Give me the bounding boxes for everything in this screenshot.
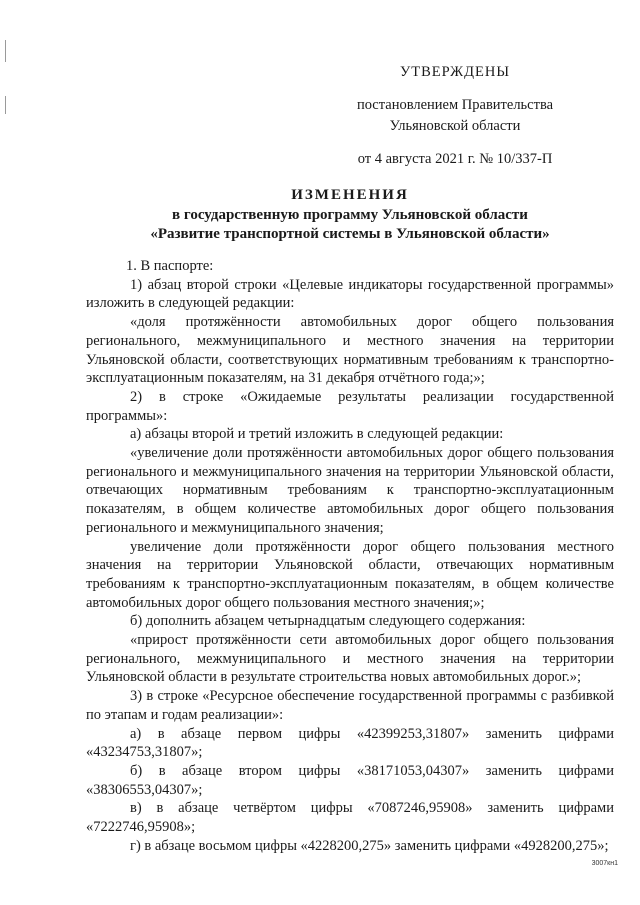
paragraph-section: 1. В паспорте:	[126, 258, 214, 274]
approval-line: Ульяновской области	[389, 118, 521, 134]
document-heading	[86, 186, 614, 245]
approval-line: постановлением Правительства	[356, 97, 554, 113]
approval-date: от 4 августа 2021 г. № 10/337-П	[357, 151, 553, 167]
paragraph: б) в абзаце втором цифры «38171053,04307» заменить цифрами «38306553,04307»;	[86, 762, 614, 798]
document-body	[86, 257, 614, 856]
scan-edge-mark	[5, 40, 6, 62]
paragraph: г) в абзаце восьмом цифры «4228200,275» заменить цифрами «4928200,275»;	[130, 837, 609, 854]
paragraph: а) в абзаце первом цифры «42399253,31807» заменить цифрами «43234753,31807»;	[86, 725, 614, 761]
paragraph: б) дополнить абзацем четырнадцатым следующего содержания:	[130, 613, 526, 630]
paragraph: 3) в строке «Ресурсное обеспечение государственной программы с разбивкой по этапам и годам реализации»:	[86, 688, 614, 723]
footer-code: 3007кн1	[591, 860, 618, 867]
scan-edge-mark	[5, 96, 6, 114]
paragraph: «прирост протяжённости сети автомобильных дорог общего пользования регионального, межмуниципального и местного значения на территории Ульяновской области в результате строительства новых автомобильных дорог.»;	[86, 632, 614, 686]
paragraph: в) в абзаце четвёртом цифры «7087246,95908» заменить цифрами «7222746,95908»;	[86, 800, 614, 836]
paragraph: 2) в строке «Ожидаемые результаты реализации государственной программы»:	[86, 388, 614, 424]
approval-title: УТВЕРЖДЕНЫ	[399, 64, 511, 80]
paragraph: 1) абзац второй строки «Целевые индикаторы государственной программы» изложить в следующей редакции:	[86, 276, 614, 312]
paragraph: «увеличение доли протяжённости автомобильных дорог общего пользования регионального и межмуниципального значения на территории Ульяновской области, отвечающих нормативным требованиям к транспортно-эксплуатационным показателям, в общем количестве автомобильных дорог общего пользования регионального и межмуниципального значения;	[86, 445, 614, 536]
approval-block	[325, 62, 585, 170]
document-subtitle: в государственную программу Ульяновской области	[172, 206, 528, 223]
document-subtitle: «Развитие транспортной системы в Ульяновской области»	[150, 226, 550, 242]
paragraph: «доля протяжённости автомобильных дорог общего пользования регионального, межмуниципального и местного значения на территории Ульяновской области, соответствующих нормативным требованиям к транспортно-эксплуатационным показателям, на 31 декабря отчётного года;»;	[86, 314, 614, 387]
document-title: ИЗМЕНЕНИЯ	[291, 187, 409, 203]
paragraph: а) абзацы второй и третий изложить в следующей редакции:	[130, 426, 504, 443]
paragraph: увеличение доли протяжённости дорог общего пользования местного значения на территории Ульяновской области, отвечающих нормативным требованиям к транспортно-эксплуатационным показателям, в общем количестве автомобильных дорог общего пользования местного значения;»;	[86, 538, 614, 611]
